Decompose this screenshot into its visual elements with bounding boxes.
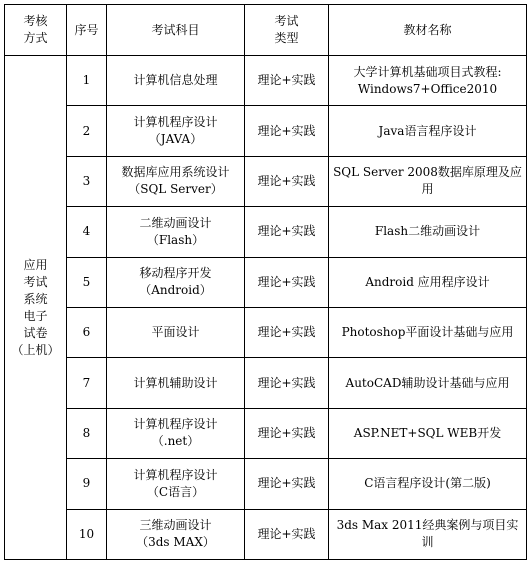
row-type: 理论+实践 <box>245 156 329 206</box>
row-index: 10 <box>67 509 107 559</box>
row-index: 5 <box>67 257 107 307</box>
row-subject: 数据库应用系统设计 （SQL Server） <box>107 156 245 206</box>
row-subject: 三维动画设计 （3ds MAX） <box>107 509 245 559</box>
row-index: 7 <box>67 358 107 408</box>
row-index: 1 <box>67 56 107 106</box>
row-textbook: AutoCAD辅助设计基础与应用 <box>329 358 527 408</box>
row-subject: 计算机信息处理 <box>107 56 245 106</box>
table-row <box>5 358 527 408</box>
row-type: 理论+实践 <box>245 509 329 559</box>
header-index: 序号 <box>67 5 107 56</box>
row-textbook: 大学计算机基础项目式教程: Windows7+Office2010 <box>329 56 527 106</box>
row-type: 理论+实践 <box>245 106 329 156</box>
row-textbook: 3ds Max 2011经典案例与项目实训 <box>329 509 527 559</box>
header-subject: 考试科目 <box>107 5 245 56</box>
header-method: 考核 方式 <box>5 5 67 56</box>
row-textbook: Photoshop平面设计基础与应用 <box>329 307 527 357</box>
row-textbook: Android 应用程序设计 <box>329 257 527 307</box>
row-textbook: Java语言程序设计 <box>329 106 527 156</box>
table-row <box>5 56 527 106</box>
row-subject: 计算机程序设计 （C语言） <box>107 459 245 509</box>
row-subject: 计算机程序设计 （.net） <box>107 408 245 458</box>
table-row <box>5 207 527 257</box>
row-textbook: Flash二维动画设计 <box>329 207 527 257</box>
exam-subjects-table <box>4 4 527 560</box>
row-type: 理论+实践 <box>245 358 329 408</box>
row-type: 理论+实践 <box>245 307 329 357</box>
row-textbook: ASP.NET+SQL WEB开发 <box>329 408 527 458</box>
row-type: 理论+实践 <box>245 459 329 509</box>
row-subject: 移动程序开发 （Android） <box>107 257 245 307</box>
row-subject: 二维动画设计 （Flash） <box>107 207 245 257</box>
row-index: 9 <box>67 459 107 509</box>
header-type: 考试 类型 <box>245 5 329 56</box>
table-body <box>5 56 527 560</box>
row-subject: 计算机辅助设计 <box>107 358 245 408</box>
table-row <box>5 459 527 509</box>
table-row <box>5 408 527 458</box>
table-row <box>5 307 527 357</box>
table-row <box>5 509 527 559</box>
row-textbook: SQL Server 2008数据库原理及应用 <box>329 156 527 206</box>
row-index: 6 <box>67 307 107 357</box>
row-index: 2 <box>67 106 107 156</box>
table-row <box>5 257 527 307</box>
row-type: 理论+实践 <box>245 56 329 106</box>
row-type: 理论+实践 <box>245 257 329 307</box>
table-row <box>5 156 527 206</box>
row-index: 4 <box>67 207 107 257</box>
row-textbook: C语言程序设计(第二版) <box>329 459 527 509</box>
header-textbook: 教材名称 <box>329 5 527 56</box>
row-type: 理论+实践 <box>245 408 329 458</box>
row-subject: 计算机程序设计 （JAVA） <box>107 106 245 156</box>
row-index: 8 <box>67 408 107 458</box>
method-cell: 应用 考试 系统 电子 试卷 （上机） <box>5 56 67 560</box>
row-type: 理论+实践 <box>245 207 329 257</box>
header-row <box>5 5 527 56</box>
table-row <box>5 106 527 156</box>
row-subject: 平面设计 <box>107 307 245 357</box>
row-index: 3 <box>67 156 107 206</box>
